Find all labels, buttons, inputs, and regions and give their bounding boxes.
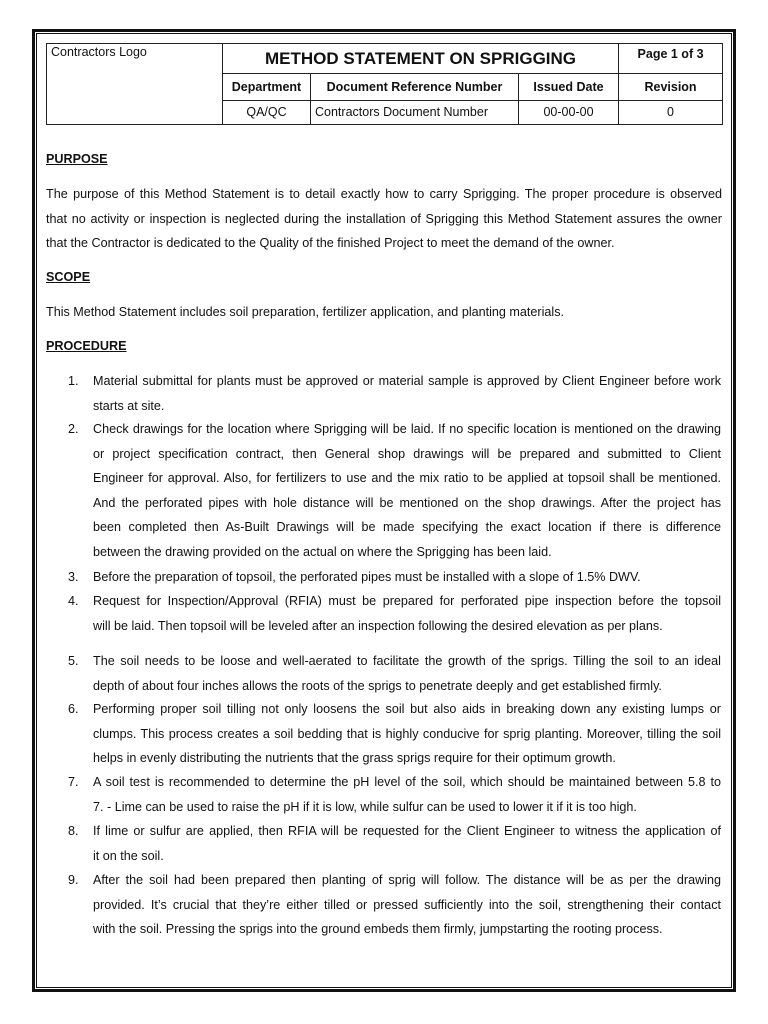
scope-paragraph — [46, 300, 722, 325]
procedure-item-text — [93, 649, 721, 698]
procedure-item-number: 8. — [68, 824, 79, 838]
procedure-item-text — [93, 565, 721, 590]
procedure-item-line: A soil test is recommended to determine the pH level of the soil, which should be maintained between 5.8 to — [93, 775, 721, 789]
procedure-item-number: 6. — [68, 702, 79, 716]
procedure-item-number: 2. — [68, 422, 79, 436]
doc-reference-header: Document Reference Number — [311, 74, 519, 100]
procedure-item-text — [93, 417, 721, 564]
issued-date-value: 00-00-00 — [519, 100, 619, 124]
procedure-item-number: 3. — [68, 570, 79, 584]
procedure-item-line: between the drawing provided on the actual on where the Sprigging has been laid. — [93, 544, 552, 559]
procedure-item-line: And the perforated pipes with hole distance will be mentioned on the shop drawings. After the project has — [93, 495, 721, 510]
purpose-heading: PURPOSE — [46, 152, 108, 166]
procedure-item-line: The soil needs to be loose and well-aerated to facilitate the growth of the sprigs. Tilling the soil to an ideal — [93, 654, 721, 668]
procedure-item-number: 9. — [68, 873, 79, 887]
procedure-item-line: or project specification contract, then General shop drawings will be prepared and submitted to Client — [93, 446, 721, 461]
procedure-item-number: 5. — [68, 654, 79, 668]
procedure-heading: PROCEDURE — [46, 339, 127, 353]
procedure-item-number: 4. — [68, 594, 79, 608]
procedure-item-line: Performing proper soil tilling not only loosens the soil but also aids in breaking down any existing lumps or — [93, 702, 721, 716]
issued-date-header: Issued Date — [519, 74, 619, 100]
procedure-item-line: it on the soil. — [93, 848, 164, 863]
procedure-item-text — [93, 868, 721, 942]
procedure-item-line: 7. - Lime can be used to raise the pH if it is low, while sulfur can be used to lower it if it is too high. — [93, 799, 637, 814]
procedure-item-line: Check drawings for the location where Sprigging will be laid. If no specific location is mentioned on the drawing — [93, 422, 721, 436]
procedure-item-text — [93, 369, 721, 418]
procedure-item-line: starts at site. — [93, 398, 165, 413]
procedure-item-line: Request for Inspection/Approval (RFIA) must be prepared for perforated pipe inspection before the topsoil — [93, 594, 721, 608]
procedure-item-text — [93, 589, 721, 638]
page-number: Page 1 of 3 — [619, 44, 723, 74]
procedure-item-line: Before the preparation of topsoil, the perforated pipes must be installed with a slope of 1.5% DWV. — [93, 570, 641, 584]
procedure-item-line: Material submittal for plants must be approved or material sample is approved by Client Engineer before work — [93, 374, 721, 388]
document-title: METHOD STATEMENT ON SPRIGGING — [223, 44, 619, 74]
procedure-item-line: with the soil. Pressing the sprigs into the ground embeds them firmly, jumpstarting the rooting process. — [93, 922, 663, 936]
department-value: QA/QC — [223, 100, 311, 124]
procedure-item-line: been completed then As-Built Drawings will be made specifying the exact location if there is difference — [93, 520, 721, 534]
purpose-line: that no activity or inspection is neglected during the installation of Sprigging this Method Statement assures the owner — [46, 211, 722, 226]
procedure-item-line: provided. It’s crucial that they’re either tilled or pressed sufficiently into the soil, strengthening their contact — [93, 897, 721, 912]
purpose-line: that the Contractor is dedicated to the Quality of the finished Project to meet the demand of the owner. — [46, 236, 615, 250]
procedure-item-line: depth of about four inches allows the roots of the sprigs to penetrate deeply and get established firmly. — [93, 678, 662, 693]
procedure-item-text — [93, 770, 721, 819]
procedure-item-line: will be laid. Then topsoil will be leveled after an inspection following the desired elevation as per plans. — [93, 618, 663, 633]
contractors-logo-cell: Contractors Logo — [47, 44, 223, 125]
procedure-item-number: 7. — [68, 775, 79, 789]
procedure-item-line: helps in evenly distributing the nutrients that the grass sprigs require for their optimum growth. — [93, 751, 616, 765]
purpose-line: The purpose of this Method Statement is to detail exactly how to carry Sprigging. The proper procedure is observed — [46, 187, 722, 201]
procedure-item-line: After the soil had been prepared then planting of sprig will follow. The distance will be as per the drawing — [93, 873, 721, 887]
header-table — [46, 43, 723, 125]
procedure-item-text — [93, 697, 721, 771]
procedure-item-text — [93, 819, 721, 868]
revision-header: Revision — [619, 74, 723, 100]
scope-line: This Method Statement includes soil preparation, fertilizer application, and planting materials. — [46, 305, 565, 319]
procedure-item-line: clumps. This process creates a soil bedding that is highly conducive for sprig planting. Moreover, tilling the soil — [93, 726, 721, 741]
purpose-paragraph — [46, 182, 722, 256]
procedure-item-number: 1. — [68, 374, 79, 388]
procedure-item-line: Engineer for approval. Also, for fertilizers to use and the mix ratio to be applied at topsoil shall be mentioned. — [93, 471, 721, 485]
procedure-item-line: If lime or sulfur are applied, then RFIA will be requested for the Client Engineer to witness the application of — [93, 824, 721, 838]
doc-reference-value: Contractors Document Number — [311, 100, 519, 124]
department-header: Department — [223, 74, 311, 100]
revision-value: 0 — [619, 100, 723, 124]
scope-heading: SCOPE — [46, 270, 91, 284]
